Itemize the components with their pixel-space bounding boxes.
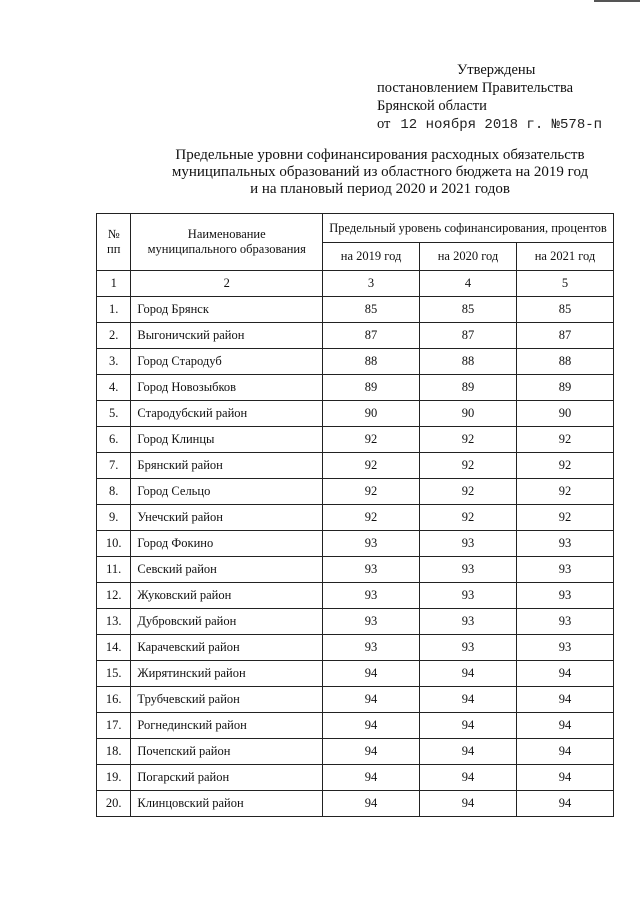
row-number: 8.: [97, 479, 131, 505]
row-number: 14.: [97, 635, 131, 661]
municipality-name: Жуковский район: [131, 583, 323, 609]
level-2021: 92: [516, 427, 613, 453]
level-2019: 94: [323, 765, 420, 791]
municipality-name: Дубровский район: [131, 609, 323, 635]
row-number: 11.: [97, 557, 131, 583]
table-row: [97, 765, 614, 791]
level-2020: 85: [420, 297, 517, 323]
level-2019: 93: [323, 583, 420, 609]
level-2021: 94: [516, 791, 613, 817]
table-row: [97, 375, 614, 401]
approval-date-line: [377, 115, 637, 134]
level-2020: 94: [420, 713, 517, 739]
level-2021: 90: [516, 401, 613, 427]
municipality-name: Город Клинцы: [131, 427, 323, 453]
level-2019: 92: [323, 479, 420, 505]
level-2019: 94: [323, 791, 420, 817]
level-2021: 92: [516, 479, 613, 505]
table-row: [97, 557, 614, 583]
level-2021: 85: [516, 297, 613, 323]
table-row: [97, 713, 614, 739]
level-2021: 94: [516, 687, 613, 713]
row-number: 19.: [97, 765, 131, 791]
municipality-name: Город Стародуб: [131, 349, 323, 375]
level-2020: 93: [420, 557, 517, 583]
level-2021: 94: [516, 765, 613, 791]
level-2021: 94: [516, 713, 613, 739]
level-2020: 92: [420, 479, 517, 505]
municipality-name: Почепский район: [131, 739, 323, 765]
level-2021: 89: [516, 375, 613, 401]
row-number: 10.: [97, 531, 131, 557]
header-name: [131, 214, 323, 271]
level-2020: 92: [420, 505, 517, 531]
cofinancing-table: [96, 213, 614, 817]
municipality-name: Брянский район: [131, 453, 323, 479]
level-2020: 94: [420, 739, 517, 765]
level-2021: 92: [516, 453, 613, 479]
row-number: 9.: [97, 505, 131, 531]
municipality-name: Погарский район: [131, 765, 323, 791]
decree-date-number: 12 ноября 2018 г. №578-п: [400, 117, 603, 133]
table-row: [97, 427, 614, 453]
level-2020: 90: [420, 401, 517, 427]
level-2020: 89: [420, 375, 517, 401]
column-number: 1: [97, 271, 131, 297]
table-row: [97, 323, 614, 349]
level-2020: 94: [420, 661, 517, 687]
document-title: [120, 147, 640, 198]
table-row: [97, 531, 614, 557]
table-row: [97, 297, 614, 323]
level-2019: 94: [323, 713, 420, 739]
row-number: 6.: [97, 427, 131, 453]
row-number: 18.: [97, 739, 131, 765]
row-number: 20.: [97, 791, 131, 817]
level-2019: 89: [323, 375, 420, 401]
municipality-name: Выгоничский район: [131, 323, 323, 349]
row-number: 5.: [97, 401, 131, 427]
scan-edge-mark: [594, 0, 640, 2]
municipality-name: Город Фокино: [131, 531, 323, 557]
level-2020: 92: [420, 427, 517, 453]
municipality-name: Город Брянск: [131, 297, 323, 323]
header-2021: на 2021 год: [516, 243, 613, 271]
level-2021: 93: [516, 635, 613, 661]
row-number: 7.: [97, 453, 131, 479]
table-row: [97, 349, 614, 375]
level-2019: 93: [323, 609, 420, 635]
level-2021: 87: [516, 323, 613, 349]
header-2019: на 2019 год: [323, 243, 420, 271]
level-2020: 93: [420, 531, 517, 557]
level-2021: 92: [516, 505, 613, 531]
row-number: 15.: [97, 661, 131, 687]
municipality-name: Стародубский район: [131, 401, 323, 427]
approval-region: Брянской области: [377, 98, 487, 114]
level-2019: 92: [323, 427, 420, 453]
table-row: [97, 687, 614, 713]
municipality-name: Город Новозыбков: [131, 375, 323, 401]
level-2019: 93: [323, 531, 420, 557]
municipality-name: Жирятинский район: [131, 661, 323, 687]
table-row: [97, 791, 614, 817]
level-2021: 94: [516, 739, 613, 765]
row-number: 17.: [97, 713, 131, 739]
row-number: 1.: [97, 297, 131, 323]
level-2019: 85: [323, 297, 420, 323]
column-number: 5: [516, 271, 613, 297]
column-number: 3: [323, 271, 420, 297]
level-2021: 88: [516, 349, 613, 375]
column-number-row: [97, 271, 614, 297]
approval-decree: постановлением Правительства: [377, 80, 574, 96]
table-row: [97, 661, 614, 687]
table-row: [97, 739, 614, 765]
municipality-name: Клинцовский район: [131, 791, 323, 817]
row-number: 4.: [97, 375, 131, 401]
level-2020: 93: [420, 583, 517, 609]
header-name-line-2: муниципального образования: [147, 242, 306, 256]
level-2021: 93: [516, 583, 613, 609]
municipality-name: Трубчевский район: [131, 687, 323, 713]
municipality-name: Рогнединский район: [131, 713, 323, 739]
title-line-2: муниципальных образований из областного бюджета на 2019 год: [171, 164, 589, 180]
level-2019: 94: [323, 661, 420, 687]
approval-title: Утверждены: [457, 62, 536, 78]
municipality-name: Город Сельцо: [131, 479, 323, 505]
level-2020: 94: [420, 687, 517, 713]
level-2019: 93: [323, 557, 420, 583]
level-2020: 92: [420, 453, 517, 479]
header-2020: на 2020 год: [420, 243, 517, 271]
column-number: 2: [131, 271, 323, 297]
table-row: [97, 505, 614, 531]
level-2021: 93: [516, 557, 613, 583]
table-row: [97, 401, 614, 427]
level-2019: 93: [323, 635, 420, 661]
level-2020: 87: [420, 323, 517, 349]
municipality-name: Севский район: [131, 557, 323, 583]
level-2021: 93: [516, 531, 613, 557]
row-number: 16.: [97, 687, 131, 713]
level-2019: 92: [323, 453, 420, 479]
level-2019: 92: [323, 505, 420, 531]
title-line-3: и на плановый период 2020 и 2021 годов: [250, 181, 510, 197]
table-row: [97, 609, 614, 635]
table-row: [97, 583, 614, 609]
municipality-name: Унечский район: [131, 505, 323, 531]
level-2019: 90: [323, 401, 420, 427]
row-number: 12.: [97, 583, 131, 609]
title-line-1: Предельные уровни софинансирования расходных обязательств: [175, 147, 585, 163]
column-number: 4: [420, 271, 517, 297]
row-number: 2.: [97, 323, 131, 349]
level-2019: 94: [323, 739, 420, 765]
level-2020: 94: [420, 791, 517, 817]
level-2020: 93: [420, 635, 517, 661]
level-2020: 88: [420, 349, 517, 375]
level-2019: 87: [323, 323, 420, 349]
table-row: [97, 635, 614, 661]
row-number: 13.: [97, 609, 131, 635]
header-level: Предельный уровень софинансирования, процентов: [323, 214, 614, 243]
level-2020: 94: [420, 765, 517, 791]
municipality-name: Карачевский район: [131, 635, 323, 661]
table-row: [97, 453, 614, 479]
level-2019: 94: [323, 687, 420, 713]
level-2020: 93: [420, 609, 517, 635]
level-2019: 88: [323, 349, 420, 375]
header-name-line-1: Наименование: [187, 227, 266, 241]
date-prefix: от: [377, 116, 391, 132]
row-number: 3.: [97, 349, 131, 375]
level-2021: 94: [516, 661, 613, 687]
level-2021: 93: [516, 609, 613, 635]
header-number-pp: пп: [107, 242, 121, 256]
table-row: [97, 479, 614, 505]
approval-stamp: [377, 61, 637, 134]
header-number: [97, 214, 131, 271]
header-number-sign: №: [107, 227, 120, 241]
